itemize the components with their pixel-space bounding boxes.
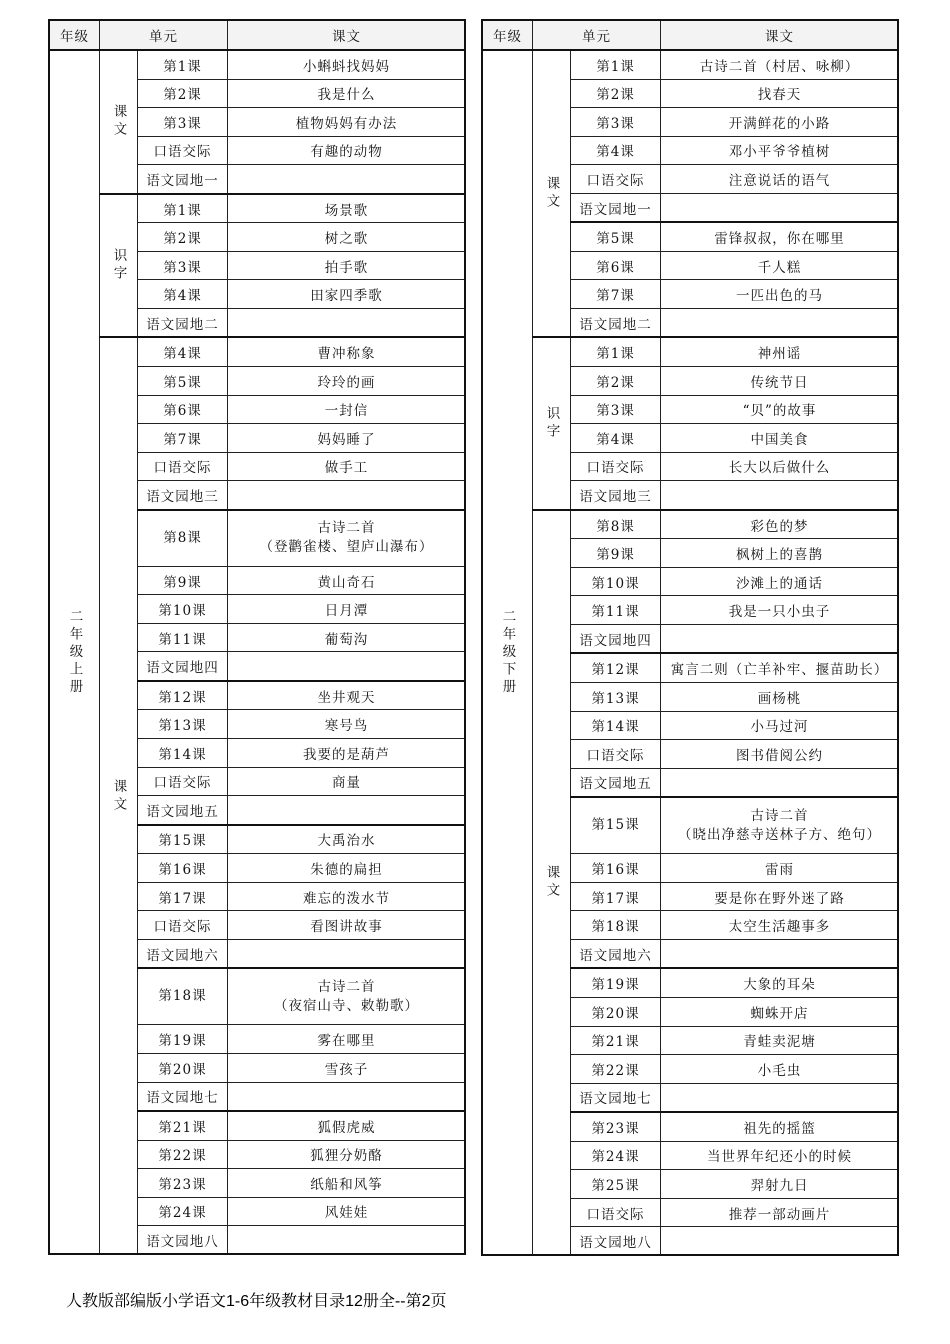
lesson-title: 我是什么 bbox=[228, 79, 466, 108]
lesson-title: 千人糕 bbox=[661, 251, 899, 280]
lesson-number: 第4课 bbox=[571, 424, 661, 453]
lesson-number: 第18课 bbox=[571, 911, 661, 940]
lesson-title: 拍手歌 bbox=[228, 251, 466, 280]
lesson-title: 日月潭 bbox=[228, 595, 466, 624]
lesson-number: 语文园地七 bbox=[571, 1083, 661, 1112]
lesson-title: 植物妈妈有办法 bbox=[228, 108, 466, 137]
lesson-number: 第25课 bbox=[571, 1170, 661, 1199]
lesson-number: 第3课 bbox=[571, 108, 661, 137]
lesson-title: 羿射九日 bbox=[661, 1170, 899, 1199]
lesson-title: 太空生活趣事多 bbox=[661, 911, 899, 940]
lesson-number: 第24课 bbox=[571, 1141, 661, 1170]
unit-cell: 课文 bbox=[100, 50, 138, 194]
lesson-title: 玲玲的画 bbox=[228, 367, 466, 396]
lesson-title: 图书借阅公约 bbox=[661, 740, 899, 769]
lesson-number: 第3课 bbox=[138, 251, 228, 280]
lesson-number: 第6课 bbox=[571, 251, 661, 280]
lesson-title bbox=[661, 624, 899, 653]
lesson-number: 第1课 bbox=[571, 337, 661, 366]
lesson-title-line: 古诗二首 bbox=[317, 978, 376, 995]
lesson-title: 我要的是葫芦 bbox=[228, 739, 466, 768]
lesson-title bbox=[661, 797, 899, 854]
lesson-number: 第4课 bbox=[571, 136, 661, 165]
lesson-number: 第10课 bbox=[571, 567, 661, 596]
lesson-title: 有趣的动物 bbox=[228, 136, 466, 165]
lesson-number: 语文园地二 bbox=[571, 308, 661, 337]
lesson-title bbox=[661, 1227, 899, 1256]
lesson-number: 第15课 bbox=[571, 797, 661, 854]
lesson-number: 语文园地五 bbox=[138, 796, 228, 825]
lesson-title-subline: （晓出净慈寺送林子方、绝句） bbox=[678, 826, 881, 843]
grade-cell: 二年级下册 bbox=[483, 50, 533, 1255]
lesson-title: 坐井观天 bbox=[228, 681, 466, 710]
lesson-number: 第8课 bbox=[571, 510, 661, 539]
lesson-title bbox=[661, 308, 899, 337]
lesson-number: 语文园地一 bbox=[571, 193, 661, 222]
unit-cell: 课文 bbox=[533, 510, 571, 1256]
lesson-title bbox=[228, 652, 466, 681]
lesson-number: 第22课 bbox=[138, 1140, 228, 1169]
header-text: 课文 bbox=[228, 21, 466, 51]
lesson-number: 语文园地三 bbox=[571, 481, 661, 510]
lesson-title: 寒号鸟 bbox=[228, 710, 466, 739]
lesson-title: 彩色的梦 bbox=[661, 510, 899, 539]
lesson-number: 第1课 bbox=[571, 50, 661, 79]
table-row bbox=[483, 50, 899, 79]
unit-cell: 课文 bbox=[100, 337, 138, 1254]
lesson-title-subline: （夜宿山寺、敕勒歌） bbox=[274, 997, 419, 1014]
lesson-number: 第13课 bbox=[138, 710, 228, 739]
lesson-number: 第4课 bbox=[138, 337, 228, 366]
lesson-number: 第1课 bbox=[138, 194, 228, 223]
lesson-title: 要是你在野外迷了路 bbox=[661, 882, 899, 911]
lesson-number: 第1课 bbox=[138, 50, 228, 79]
table-row bbox=[483, 337, 899, 366]
lesson-number: 第7课 bbox=[138, 424, 228, 453]
lesson-number: 第7课 bbox=[571, 280, 661, 309]
lesson-title: 枫树上的喜鹊 bbox=[661, 539, 899, 568]
lesson-title: 风娃娃 bbox=[228, 1197, 466, 1226]
lesson-title: 寓言二则（亡羊补牢、揠苗助长） bbox=[661, 653, 899, 682]
unit-cell: 课文 bbox=[533, 50, 571, 337]
lesson-title: 长大以后做什么 bbox=[661, 452, 899, 481]
lesson-number: 第22课 bbox=[571, 1055, 661, 1084]
header-grade: 年级 bbox=[483, 21, 533, 51]
lesson-title bbox=[661, 481, 899, 510]
lesson-title: 妈妈睡了 bbox=[228, 424, 466, 453]
lesson-number: 第20课 bbox=[571, 997, 661, 1026]
lesson-title: 小毛虫 bbox=[661, 1055, 899, 1084]
lesson-title: 推荐一部动画片 bbox=[661, 1198, 899, 1227]
unit-cell: 识字 bbox=[100, 194, 138, 338]
header-unit: 单元 bbox=[100, 21, 228, 51]
lesson-number: 第2课 bbox=[571, 79, 661, 108]
lesson-number: 第11课 bbox=[138, 623, 228, 652]
lesson-title: 注意说话的语气 bbox=[661, 165, 899, 194]
lesson-title: 神州谣 bbox=[661, 337, 899, 366]
lesson-number: 第19课 bbox=[571, 968, 661, 997]
lesson-number: 第14课 bbox=[571, 711, 661, 740]
lesson-number: 第13课 bbox=[571, 683, 661, 712]
lesson-number: 语文园地二 bbox=[138, 308, 228, 337]
lesson-number: 语文园地五 bbox=[571, 768, 661, 797]
lesson-title: 古诗二首（村居、咏柳） bbox=[661, 50, 899, 79]
lesson-number: 口语交际 bbox=[138, 911, 228, 940]
lesson-number: 第10课 bbox=[138, 595, 228, 624]
lesson-title-line: 古诗二首 bbox=[317, 520, 376, 537]
lesson-number: 第21课 bbox=[571, 1026, 661, 1055]
lesson-title: 我是一只小虫子 bbox=[661, 596, 899, 625]
lesson-title bbox=[228, 481, 466, 510]
lesson-title: 狐假虎威 bbox=[228, 1111, 466, 1140]
lesson-title bbox=[661, 193, 899, 222]
lesson-number: 语文园地六 bbox=[571, 939, 661, 968]
lesson-title: 当世界年纪还小的时候 bbox=[661, 1141, 899, 1170]
lesson-number: 第4课 bbox=[138, 280, 228, 309]
lesson-title: 场景歌 bbox=[228, 194, 466, 223]
lesson-number: 第2课 bbox=[138, 79, 228, 108]
lesson-title bbox=[228, 1226, 466, 1255]
lesson-title-line: 古诗二首 bbox=[750, 807, 809, 824]
lesson-title: 做手工 bbox=[228, 452, 466, 481]
lesson-title: 青蛙卖泥塘 bbox=[661, 1026, 899, 1055]
grade-cell: 二年级上册 bbox=[50, 50, 100, 1254]
lesson-number: 口语交际 bbox=[138, 767, 228, 796]
lesson-title: 找春天 bbox=[661, 79, 899, 108]
unit-cell: 识字 bbox=[533, 337, 571, 509]
lesson-number: 第17课 bbox=[138, 882, 228, 911]
lesson-number: 第18课 bbox=[138, 968, 228, 1025]
header-unit: 单元 bbox=[533, 21, 661, 51]
lesson-number: 第3课 bbox=[138, 108, 228, 137]
lesson-title: 朱德的扁担 bbox=[228, 854, 466, 883]
lesson-number: 第16课 bbox=[571, 854, 661, 883]
toc-table-left bbox=[49, 20, 466, 1255]
lesson-number: 第21课 bbox=[138, 1111, 228, 1140]
lesson-title: 田家四季歌 bbox=[228, 280, 466, 309]
lesson-title: 看图讲故事 bbox=[228, 911, 466, 940]
lesson-number: 第17课 bbox=[571, 882, 661, 911]
lesson-number: 第9课 bbox=[571, 539, 661, 568]
toc-table-right bbox=[482, 20, 899, 1256]
lesson-number: 语文园地四 bbox=[571, 624, 661, 653]
lesson-title: 狐狸分奶酪 bbox=[228, 1140, 466, 1169]
lesson-title bbox=[228, 968, 466, 1025]
lesson-title: 邓小平爷爷植树 bbox=[661, 136, 899, 165]
lesson-number: 语文园地三 bbox=[138, 481, 228, 510]
lesson-number: 口语交际 bbox=[571, 1198, 661, 1227]
lesson-number: 口语交际 bbox=[571, 452, 661, 481]
lesson-title: 中国美食 bbox=[661, 424, 899, 453]
lesson-title bbox=[228, 510, 466, 567]
lesson-title-subline: （登鹳雀楼、望庐山瀑布） bbox=[259, 539, 434, 556]
lesson-title: 传统节日 bbox=[661, 367, 899, 396]
lesson-number: 口语交际 bbox=[571, 165, 661, 194]
lesson-title: 小蝌蚪找妈妈 bbox=[228, 50, 466, 79]
lesson-number: 第6课 bbox=[138, 395, 228, 424]
lesson-number: 口语交际 bbox=[138, 136, 228, 165]
lesson-title: 雷雨 bbox=[661, 854, 899, 883]
table-row bbox=[50, 50, 466, 79]
lesson-title: 大禹治水 bbox=[228, 825, 466, 854]
lesson-title: 黄山奇石 bbox=[228, 566, 466, 595]
lesson-number: 第19课 bbox=[138, 1025, 228, 1054]
lesson-number: 语文园地四 bbox=[138, 652, 228, 681]
lesson-number: 第23课 bbox=[138, 1169, 228, 1198]
lesson-number: 第9课 bbox=[138, 566, 228, 595]
lesson-title bbox=[661, 939, 899, 968]
lesson-title: 商量 bbox=[228, 767, 466, 796]
lesson-title: 雷锋叔叔，你在哪里 bbox=[661, 222, 899, 251]
lesson-title bbox=[228, 1082, 466, 1111]
lesson-number: 语文园地一 bbox=[138, 165, 228, 194]
lesson-title bbox=[228, 939, 466, 968]
lesson-title: 小马过河 bbox=[661, 711, 899, 740]
lesson-title bbox=[228, 308, 466, 337]
lesson-number: 第16课 bbox=[138, 854, 228, 883]
lesson-title bbox=[228, 165, 466, 194]
header-grade: 年级 bbox=[50, 21, 100, 51]
lesson-number: 语文园地七 bbox=[138, 1082, 228, 1111]
lesson-title: 祖先的摇篮 bbox=[661, 1112, 899, 1141]
lesson-number: 第8课 bbox=[138, 510, 228, 567]
lesson-title bbox=[661, 768, 899, 797]
lesson-number: 第23课 bbox=[571, 1112, 661, 1141]
lesson-number: 口语交际 bbox=[138, 452, 228, 481]
lesson-number: 第3课 bbox=[571, 395, 661, 424]
lesson-number: 语文园地八 bbox=[571, 1227, 661, 1256]
lesson-title: 蜘蛛开店 bbox=[661, 997, 899, 1026]
lesson-title bbox=[228, 796, 466, 825]
lesson-title: 纸船和风筝 bbox=[228, 1169, 466, 1198]
lesson-title bbox=[661, 1083, 899, 1112]
lesson-title: 沙滩上的通话 bbox=[661, 567, 899, 596]
table-row bbox=[50, 337, 466, 366]
lesson-number: 第2课 bbox=[138, 223, 228, 252]
lesson-number: 口语交际 bbox=[571, 740, 661, 769]
lesson-number: 第2课 bbox=[571, 367, 661, 396]
header-text: 课文 bbox=[661, 21, 899, 51]
lesson-number: 语文园地六 bbox=[138, 939, 228, 968]
lesson-title: 难忘的泼水节 bbox=[228, 882, 466, 911]
lesson-number: 第5课 bbox=[138, 367, 228, 396]
lesson-number: 第11课 bbox=[571, 596, 661, 625]
lesson-number: 第14课 bbox=[138, 739, 228, 768]
lesson-title: 雾在哪里 bbox=[228, 1025, 466, 1054]
lesson-title: 树之歌 bbox=[228, 223, 466, 252]
lesson-number: 第12课 bbox=[571, 653, 661, 682]
lesson-title: 一封信 bbox=[228, 395, 466, 424]
lesson-title: “贝”的故事 bbox=[661, 395, 899, 424]
lesson-title: 大象的耳朵 bbox=[661, 968, 899, 997]
table-row bbox=[50, 194, 466, 223]
lesson-number: 第5课 bbox=[571, 222, 661, 251]
lesson-title: 画杨桃 bbox=[661, 683, 899, 712]
lesson-number: 第20课 bbox=[138, 1053, 228, 1082]
lesson-title: 曹冲称象 bbox=[228, 337, 466, 366]
lesson-title: 葡萄沟 bbox=[228, 623, 466, 652]
lesson-number: 语文园地八 bbox=[138, 1226, 228, 1255]
lesson-number: 第12课 bbox=[138, 681, 228, 710]
lesson-title: 一匹出色的马 bbox=[661, 280, 899, 309]
table-row bbox=[483, 510, 899, 539]
lesson-title: 雪孩子 bbox=[228, 1053, 466, 1082]
lesson-number: 第15课 bbox=[138, 825, 228, 854]
page-footer: 人教版部编版小学语文1-6年级教材目录12册全--第2页 bbox=[66, 1293, 447, 1310]
lesson-title: 开满鲜花的小路 bbox=[661, 108, 899, 137]
lesson-number: 第24课 bbox=[138, 1197, 228, 1226]
